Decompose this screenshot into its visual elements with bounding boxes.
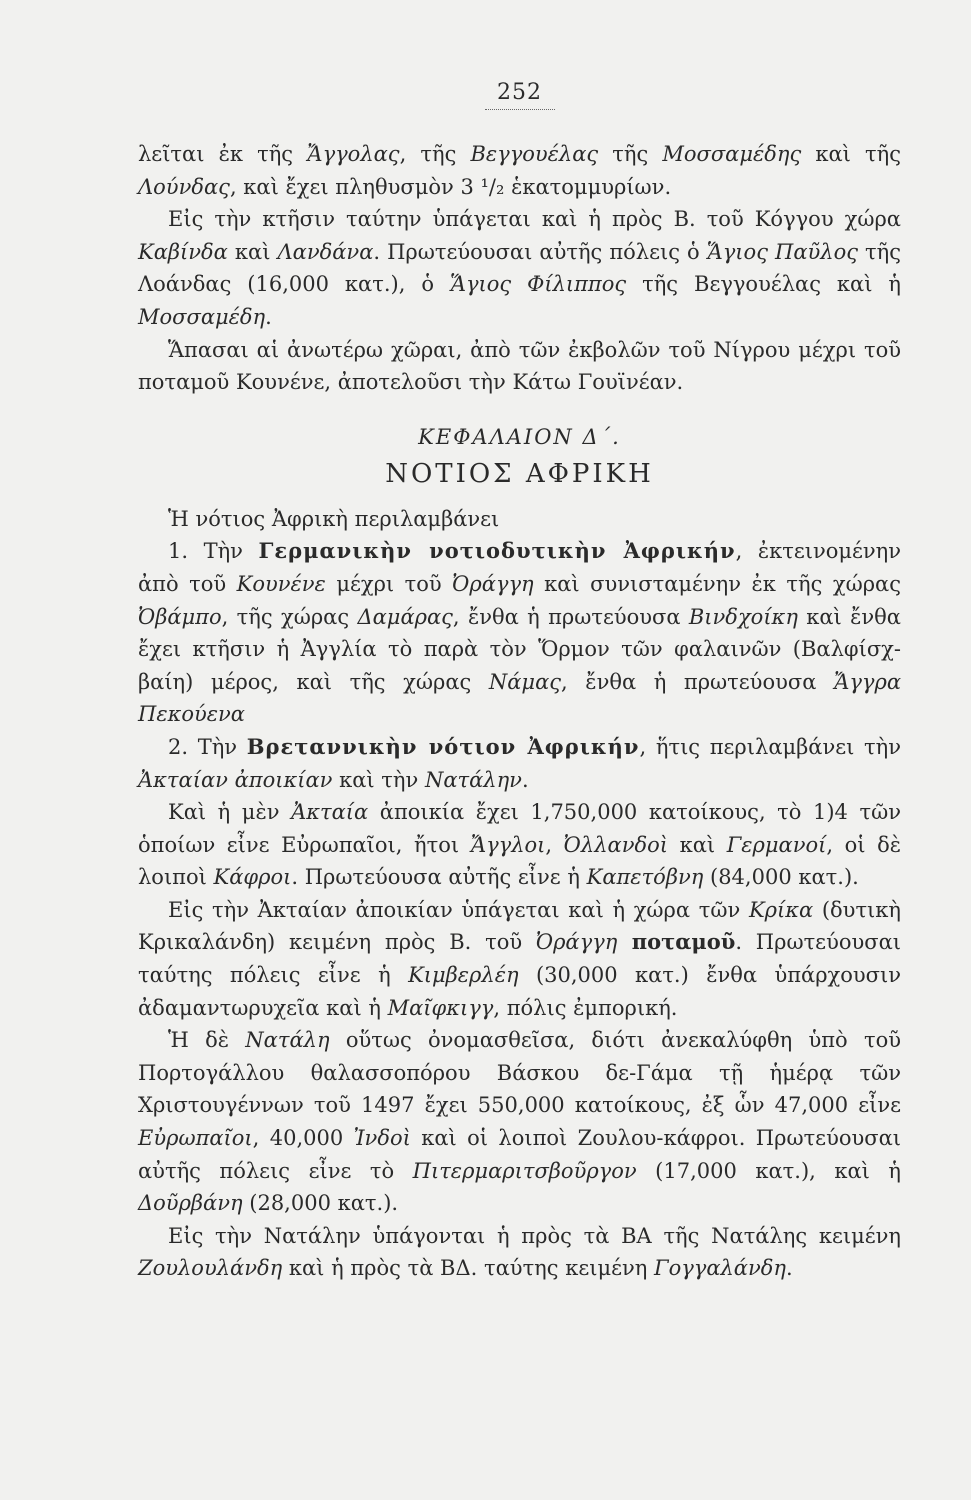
paragraph-lower-guinea: Ἅπασαι αἱ ἀνωτέρω χῶραι, ἀπὸ τῶν ἐκβολῶν τοῦ Νίγρου μέχρι τοῦ ποταμοῦ Κουνένε, ἀποτελοῦσι τὴν Κάτω Γουϊνέαν. [138,337,901,395]
paragraph-kabinda: Εἰς τὴν κτῆσιν ταύτην ὑπάγεται καὶ ἡ πρὸς Β. τοῦ Κόγγου χώρα Καβίνδα καὶ Λανδάνα. Πρωτεύουσαι αὐτῆς πόλεις ὁ Ἅγιος Παῦλος τῆς Λοάνδας (16,000 κατ.), ὁ Ἅγιος Φίλιππος τῆς Βεγγουέλας καὶ ἡ Μοσσαμέδη. [138,207,902,329]
chapter-title: ΝΟΤΙΟΣ ΑΦΡΙΚΗ [385,458,654,489]
paragraph-british-s-africa: 2. Τὴν Βρεταννικὴν νότιον Ἀφρικήν, ἥτις περιλαμβάνει τὴν Ἀκταίαν ἀποικίαν καὶ τὴν Νατάλην. [138,733,901,792]
paragraph-griqualand: Εἰς τὴν Ἀκταίαν ἀποικίαν ὑπάγεται καὶ ἡ χώρα τῶν Κρίκα (δυτικὴ Κρικαλάνδη) κειμένη πρὸς Β. τοῦ Ὀράγγη ποταμοῦ. Πρωτεύουσαι ταύτης πόλεις εἶνε ἡ Κιμβερλέη (30,000 κατ.) ἔνθα ὑπάρχουσιν ἀδαμαντωρυχεῖα καὶ ἡ Μαῖφκιγγ, πόλις ἐμπορική. [138,897,902,1020]
paragraph-cape-colony: Καὶ ἡ μὲν Ἀκταία ἀποικία ἔχει 1,750,000 κατοίκους, τὸ 1)4 τῶν ὁποίων εἶνε Εὐρωπαῖοι, ἤτοι Ἄγγλοι, Ὀλλανδοὶ καὶ Γερμανοί, οἱ δὲ λοιποὶ Κάφροι. Πρωτεύουσα αὐτῆς εἶνε ἡ Καπετόβνη (84,000 κατ.). [138,800,901,890]
paragraph-angola: λεῖται ἐκ τῆς Ἄγγολας, τῆς Βεγγουέλας τῆς Μοσσαμέδης καὶ τῆς Λούνδας, καὶ ἔχει πληθυσμὸν 3 ¹/₂ ἑκατομμυρίων. [138,142,901,199]
paragraph-natal: Ἡ δὲ Νατάλη οὕτως ὀνομασθεῖσα, διότι ἀνεκαλύφθη ὑπὸ τοῦ Πορτογάλλου θαλασσοπόρου Βάσκου δε-Γάμα τῇ ἡμέρᾳ τῶν Χριστουγέννων τοῦ 1497 ἔχει 550,000 κατοίκους, ἐξ ὧν 47,000 εἶνε Εὐρωπαῖοι, 40,000 Ἰνδοὶ καὶ οἱ λοιποὶ Ζουλου-κάφροι. Πρωτεύουσαι αὐτῆς πόλεις εἶνε τὸ Πιτερμαριτσβοῦργον (17,000 κατ.), καὶ ἡ Δοῦρβάνη (28,000 κατ.). [138,1028,901,1216]
page-number: 252 [497,80,542,105]
chapter-label: ΚΕΦΑΛΑΙΟΝ Δ΄. [418,424,621,449]
paragraph-intro: Ἡ νότιος Ἀφρικὴ περιλαμβάνει [168,506,500,531]
paragraph-zululand: Εἰς τὴν Νατάλην ὑπάγονται ἡ πρὸς τὰ ΒΑ τῆς Νατάλης κειμένη Ζουλουλάνδη καὶ ἡ πρὸς τὰ ΒΔ. ταύτης κειμένη Γογγαλάνδη. [138,1223,901,1281]
paragraph-german-sw-africa: 1. Τὴν Γερμανικὴν νοτιοδυτικὴν Ἀφρικήν, ἐκτεινομένην ἀπὸ τοῦ Κουνένε μέχρι τοῦ Ὀράγγη καὶ συνισταμένην ἐκ τῆς χώρας Ὀβάμπο, τῆς χώρας Δαμάρας, ἔνθα ἡ πρωτεύουσα Βινδχοίκη καὶ ἔνθα ἔχει κτῆσιν ἡ Ἀγγλία τὸ παρὰ τὸν Ὅρμον τῶν φαλαινῶν (Βαλφίσχ-βαίη) μέρος, καὶ τῆς χώρας Νάμας, ἔνθα ἡ πρωτεύουσα Ἄγγρα Πεκούενα [138,538,902,727]
page-number-rule [485,109,555,110]
